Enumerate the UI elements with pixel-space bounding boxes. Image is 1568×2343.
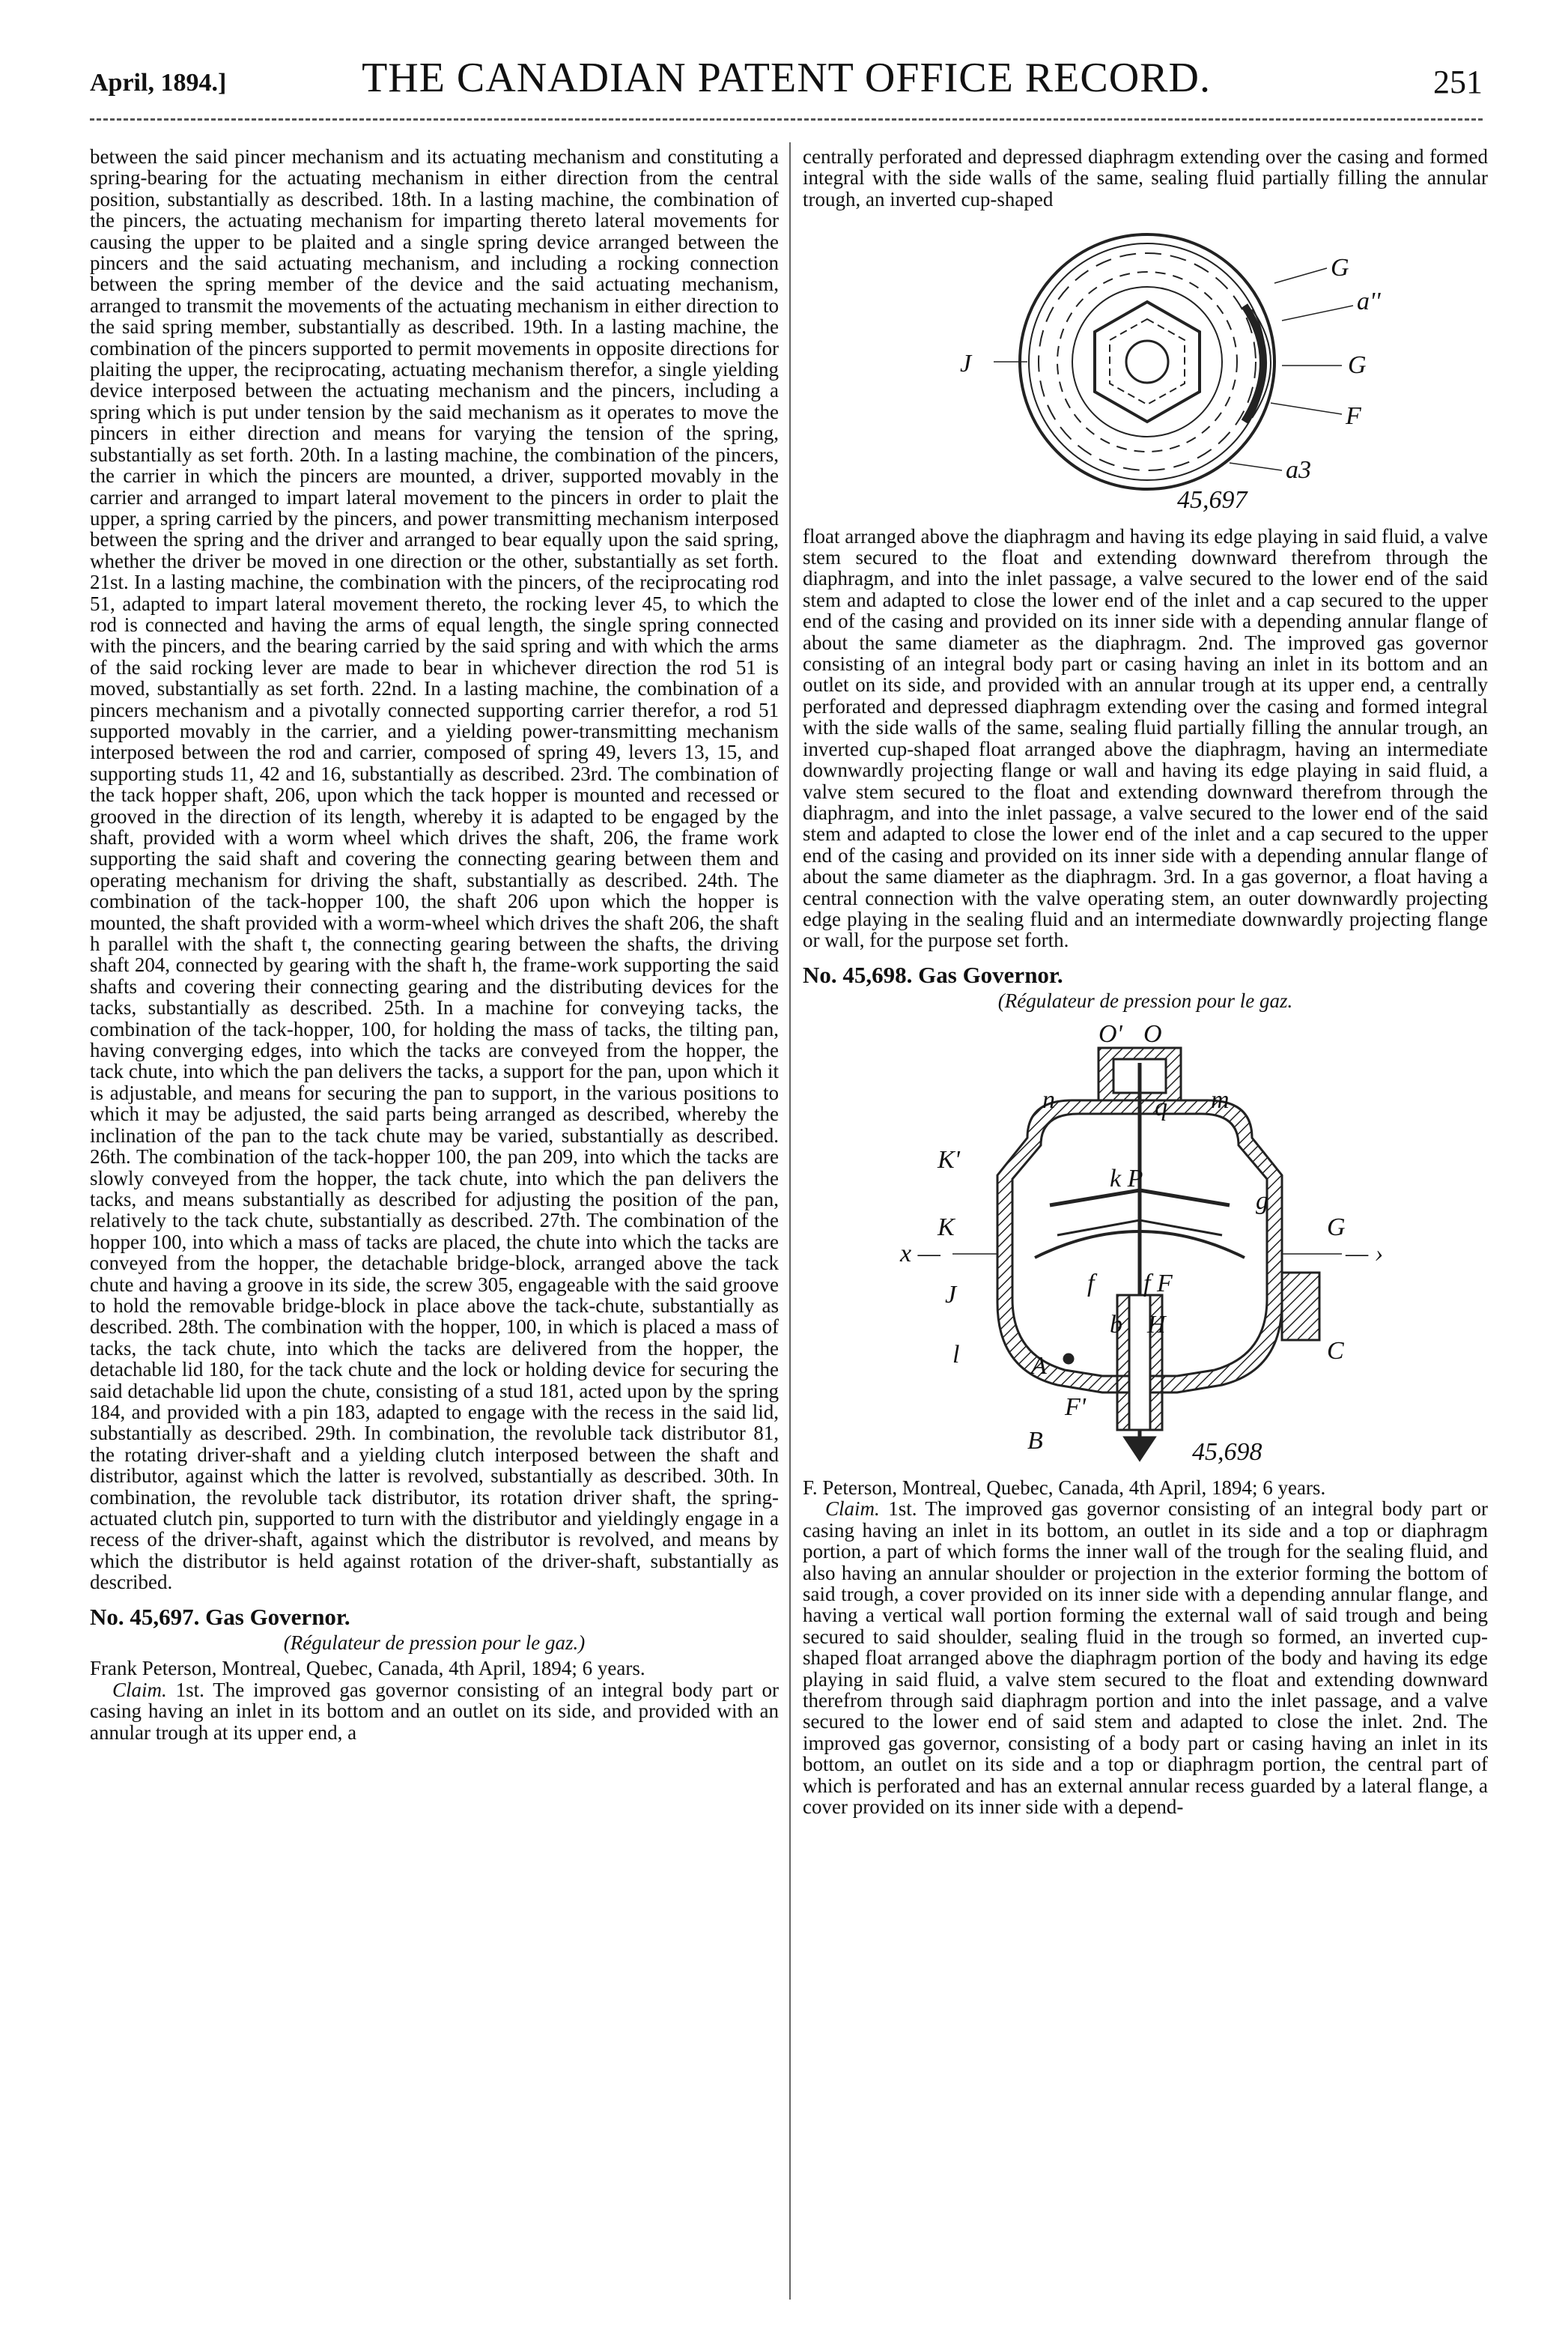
fig2-label-kp: k P (1110, 1164, 1143, 1192)
page-header (90, 49, 1483, 117)
fig2-label-x: x — (900, 1239, 941, 1267)
fig2-label-k: K (938, 1213, 955, 1241)
fig2-label-a: A (1031, 1351, 1047, 1380)
fig2-label-f1: F' (1065, 1392, 1087, 1421)
fig1-label-g-right: G (1348, 351, 1367, 380)
fig2-label-q: q (1155, 1093, 1167, 1121)
patent-heading-45698: No. 45,698. Gas Governor. (803, 961, 1063, 988)
fig2-label-b-big: B (1027, 1426, 1043, 1455)
right-column (803, 146, 1488, 1817)
figure-45698-section-view (803, 1018, 1488, 1471)
fig1-label-a2: a'' (1357, 288, 1381, 316)
fig1-label-g-top: G (1331, 254, 1349, 282)
fig2-label-l: l (952, 1340, 960, 1368)
patent-heading-45697: No. 45,697. Gas Governor. (90, 1603, 350, 1630)
claim-45697 (90, 1679, 779, 1743)
fig2-label-ff: f F (1143, 1269, 1173, 1297)
claim-text: 1st. The improved gas governor consisting of an integral body part or casing having an inlet in its bottom, an outlet in its side and a top or diaphragm portion, a part of which forms the inner wall of the trough for the sealing fluid, and also having an annular shoulder or projection in the exterior forming the bottom of said trough, a cover provided on its inner side with a depending annular flange, and having a vertical wall portion forming the external wall of said trough and being secured to said shoulder, sealing fluid in the trough so formed, an inverted cup-shaped float arranged above the diaphragm portion of the body and having its edge playing in said fluid, a valve stem secured to the float and extending downward therefrom through said diaphragm portion and into the inlet passage, and a valve secured to the lower end of said stem and adapted to close the inlet. 2nd. The improved gas governor, consisting of a body part or casing having an inlet in its bottom, an outlet on its side and a top or diaphragm portion, the central part of which is perforated and has an external annular recess guarded by a lateral flange, a cover provided on its inner side with a depend- (803, 1497, 1489, 1819)
claim-label: Claim. (112, 1678, 167, 1701)
column-divider (789, 142, 791, 2300)
claim-text: 1st. The improved gas governor consisting of an integral body part or casing having an inlet in its bottom and an outlet on its side, and provided with an annular trough at its upper end, a (90, 1678, 780, 1744)
fig2-label-g: G (1327, 1213, 1346, 1241)
patent-subtitle-45697: (Régulateur de pression pour le gaz.) (283, 1631, 586, 1655)
fig2-patent-number: 45,698 (1192, 1437, 1262, 1466)
fig1-label-f: F (1346, 402, 1361, 431)
inventor-line-45697: Frank Peterson, Montreal, Quebec, Canada, 4th April, 1894; 6 years. (90, 1657, 645, 1680)
fig2-label-c: C (1327, 1336, 1344, 1365)
fig2-label-b: b (1110, 1310, 1122, 1339)
fig1-label-a3: a3 (1286, 456, 1311, 485)
claim-continuation-45697: centrally perforated and depressed diaphragm extending over the casing and formed integral with the side walls of the same, sealing fluid partially filling the annular trough, an inverted cup-shaped (803, 145, 1488, 210)
claim-45698 (803, 1498, 1488, 1817)
patent-subtitle-45698: (Régulateur de pression pour le gaz. (997, 989, 1293, 1013)
fig2-label-arrow: — › (1346, 1239, 1384, 1267)
section-view-drawing (803, 1018, 1488, 1467)
fig2-label-j: J (945, 1280, 957, 1309)
inventor-line-45698: F. Peterson, Montreal, Quebec, Canada, 4th April, 1894; 6 years. (803, 1476, 1326, 1499)
figure-45697-top-view (803, 216, 1488, 519)
fig2-label-n: n (1042, 1085, 1055, 1114)
page-number: 251 (1433, 64, 1483, 100)
fig2-label-m: m (1211, 1085, 1230, 1114)
fig2-label-o: O (1143, 1019, 1162, 1048)
fig2-label-k1: K' (938, 1145, 960, 1174)
fig2-label-f: f (1087, 1269, 1095, 1297)
fig2-label-o1: O' (1098, 1019, 1122, 1048)
left-column (90, 146, 779, 1743)
claims-continuation: between the said pincer mechanism and its actuating mechanism and constituting a spring-bearing for the actuating mechanism in either direction from the central position, substantially as described. 18th. In a lasting machine, the combination of the pincers, the actuating mechanism for imparting thereto lateral movements for causing the upper to be plaited and a single spring device arranged between the pincers and the said actuating mechanism, and including a rocking connection between the spring member of the device and the said actuating mechanism, arranged to transmit the movements of the actuating mechanism in either direction to the said spring member, substantially as described. 19th. In a lasting machine, the combination of the pincers supported to permit movements in opposite directions for plaiting the upper, the reciprocating, actuating mechanism therefor, a single yielding device interposed between the actuating mechanism and the pincers, including a spring which is put under tension by the said mechanism as it operates to move the pincers in either direction and means for varying the tension of the spring, substantially as set forth. 20th. In a lasting machine, the combination of the pincers, the carrier in which the pincers are mounted, a driver, supported movably in the carrier and arranged to impart lateral movement to the pincers in order to plait the upper, a spring carried by the pincers, and power transmitting mechanism interposed between the spring and the driver and arranged to bear equally upon the said spring, whether the driver be moved in one direction or the other, substantially as set forth. 21st. In a lasting machine, the combination with the pincers, of the reciprocating rod 51, adapted to impart lateral movement thereto, the rocking lever 45, to which the rod is connected and having the arms of equal length, the single spring connected with the pincers, and the bearing carried by the said spring and with which the arms of the said rocking lever are made to bear in whichever direction the rod 51 is moved, substantially as set forth. 22nd. In a lasting machine, the combination of a pincers mechanism and a pivotally connected supporting carrier therefor, a rod 51 supported movably in the carrier, and a yielding power-transmitting mechanism interposed between the rod and carrier, composed of spring 49, levers 13, 15, and supporting studs 11, 42 and 16, substantially as described. 23rd. The combination of the tack hopper shaft, 206, upon which the tack hopper is mounted and recessed or grooved in the direction of its length, whereby it is adapted to be engaged by the shaft, provided with a worm wheel which drives the shaft, 206, the frame work supporting the said shaft and covering the connecting gearing between them and operating mechanism for driving the shaft, substantially as described. 24th. The combination of the tack-hopper 100, the shaft 206 upon which the hopper is mounted, the shaft provided with a worm-wheel which drives the shaft 206, the shaft h parallel with the shaft t, the connecting gearing between the shafts, the driving shaft 204, connected by gearing with the shaft h, the frame-work supporting the said shafts and covering their connecting gearing and the distributing devices for the tacks, substantially as described. 25th. In a machine for conveying tacks, the combination of the tack-hopper, 100, for holding the mass of tacks, the tilting pan, having converging edges, into which the tacks are conveyed from the hopper, the tack chute, into which the pan delivers the tacks, a support for the pan, upon which it is adjustable, and means for securing the pan to support, in the various positions to which it may be adjusted, the said parts being arranged as described, whereby the inclination of the pan to the tack chute may be varied, substantially as described. 26th. The combination of the tack-hopper 100, the pan 209, into which the tacks are slowly conveyed from the hopper, the tack chute, into which the pan delivers the tacks, and means substantially as described for adjusting the position of the pan, relatively to the tack chute, substantially as described. 27th. The combination of the hopper 100, into which a mass of tacks are placed, the chute into which the tacks are conveyed from the hopper, the detachable bridge-block, arranged above the tack chute and having a groove in its side, the screw 305, engageable with the said groove to hold the removable bridge-block in place above the tack-chute, substantially as described. 28th. The combination with the hopper, 100, in which is placed a mass of tacks, the tack chute, into which the tacks are delivered from the hopper, the detachable lid 180, for the tack chute and the lock or holding device for securing the said detachable lid upon the chute, consisting of a stud 181, acted upon by the spring 184, and provided with a pin 183, adapted to engage with the recess in the said lid, substantially as described. 29th. In combination, the revoluble tack distributor 81, the rotating driver-shaft and a yielding clutch interposed between the shaft and distributor, against which the latter is revolved, substantially as described. 30th. In combination, the revoluble tack distributor, its rotation driver shaft, the spring-actuated clutch pin, supported to turn with the distributor and yieldingly engage in a recess of the driver-shaft, against which the distributor is revolved, and means by which the distributor is held against rotation of the driver-shaft, substantially as described. (90, 145, 779, 1594)
claims-45697-continued: float arranged above the diaphragm and having its edge playing in said fluid, a valve stem secured to the float and extending downward therefrom through the diaphragm, and into the inlet passage, a valve secured to the lower end of the said stem and adapted to close the lower end of the inlet and a cap secured to the upper end of the casing and provided on its inner side with a depending annular flange of about the same diameter as the diaphragm. 2nd. The improved gas governor consisting of an integral body part or casing having an inlet in its bottom and an outlet on its side, and provided with an annular trough at its upper end, a centrally perforated and depressed diaphragm extending over the casing and formed integral with the side walls of the same, sealing fluid partially filling the annular trough, an inverted cup-shaped float arranged above the diaphragm, having an intermediate downwardly projecting flange or wall and having its edge playing in said fluid, a valve stem secured to the float and extending downward therefrom through the diaphragm, and into the inlet passage, a valve secured to the lower end of the said stem and adapted to close the lower end of the inlet and a cap secured to the upper end of the casing and provided on its inner side with a depending annular flange of about the same diameter as the diaphragm. 3rd. In a gas governor, a float having a central connection with the valve operating stem, an outer downwardly projecting edge playing in the sealing fluid and an intermediate downwardly projecting flange or wall, for the purpose set forth. (803, 524, 1488, 952)
issue-date: April, 1894.] (90, 69, 227, 97)
fig2-label-g-small: g (1256, 1186, 1268, 1215)
fig2-label-h: H (1147, 1310, 1166, 1339)
header-rule (90, 118, 1483, 121)
top-view-drawing (803, 216, 1488, 515)
claim-label: Claim. (825, 1497, 880, 1521)
fig1-patent-number: 45,697 (1177, 486, 1248, 515)
fig1-label-j: J (960, 350, 972, 378)
publication-title: THE CANADIAN PATENT OFFICE RECORD. (362, 55, 1211, 101)
